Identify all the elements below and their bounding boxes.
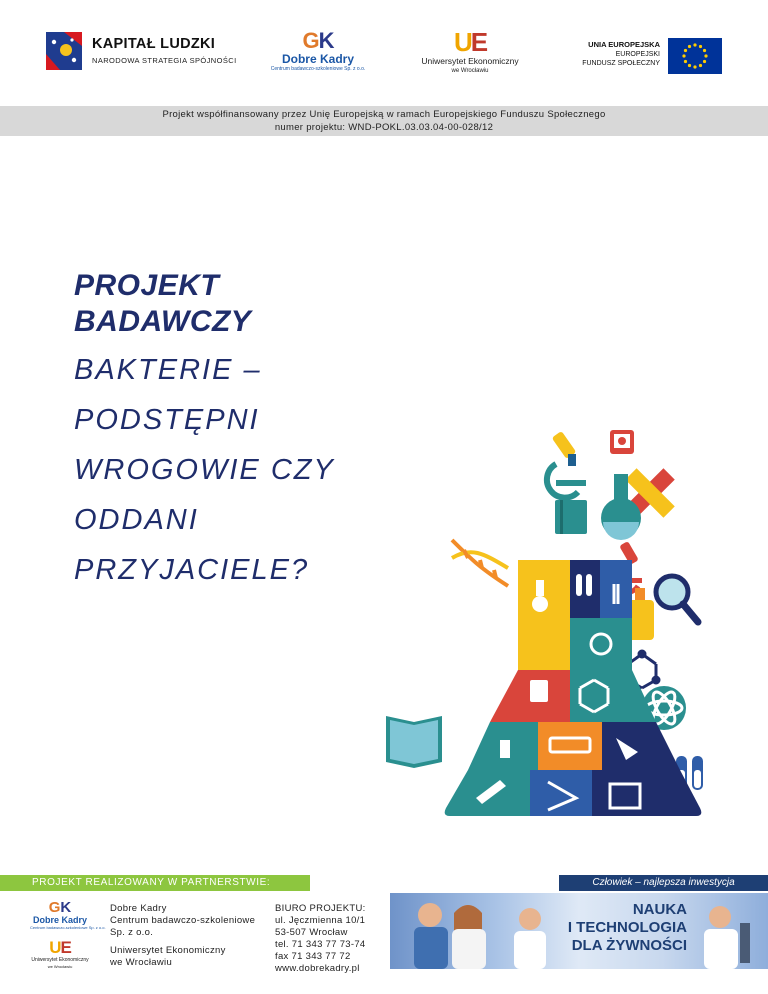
footer-photo-banner (390, 893, 768, 969)
dna-icon (452, 540, 508, 586)
eu-line1: UNIA EUROPEJSKA (588, 40, 660, 49)
title-sub-2: PODSTĘPNI (74, 404, 260, 436)
eu-star-icon (684, 49, 687, 52)
ue-city: we Wrocławiu (451, 68, 489, 74)
header-logos (0, 0, 768, 108)
eu-star-icon (688, 45, 691, 48)
title-sub-5: PRZYJACIELE? (74, 554, 310, 586)
dobre-kadry-monogram: GK (302, 28, 334, 53)
eu-star-icon (699, 64, 702, 67)
eu-logo (560, 38, 730, 78)
eu-star-icon (704, 54, 707, 57)
eu-star-icon (693, 43, 696, 46)
uniwersytet-ekonomiczny-logo (410, 28, 530, 82)
kapital-ludzki-logo (42, 28, 242, 80)
title-sub-4: ODDANI (74, 504, 199, 536)
magnifier-icon (656, 576, 698, 622)
kapital-ludzki-title: KAPITAŁ LUDZKI (92, 36, 216, 52)
eu-star-icon (684, 60, 687, 63)
banner-line2: numer projektu: WND-POKL.03.03.04-00-028/12 (274, 122, 494, 133)
website-link[interactable]: www.dobrekadry.pl (275, 963, 360, 974)
eu-star-icon (703, 60, 706, 63)
dobre-kadry-logo (268, 30, 368, 80)
title-sub-3: WROGOWIE CZY (74, 454, 335, 486)
partner-bar: PROJEKT REALIZOWANY W PARTNERSTWIE: (0, 875, 310, 891)
eu-star-icon (699, 45, 702, 48)
project-office-address: BIURO PROJEKTU: ul. Jęczmienna 10/1 53-507 Wrocław tel. 71 343 77 73-74 fax 71 343 77 72 www.dobrekadry.pl (275, 903, 366, 974)
eu-star-icon (682, 54, 685, 57)
partner2-address: Uniwersytet Ekonomiczny we Wrocławiu (110, 945, 226, 968)
footer-dobre-kadry-logo: GK Dobre Kadry Centrum badawczo-szkoleniowe Sp. z o.o. (30, 899, 106, 930)
kapital-ludzki-subtitle: NARODOWA STRATEGIA SPÓJNOŚCI (92, 56, 237, 65)
open-book-icon (386, 716, 442, 768)
camera-icon (610, 430, 634, 454)
eu-flag-icon (668, 38, 722, 74)
title-heading-1: PROJEKT (74, 269, 220, 302)
eu-line3: FUNDUSZ SPOŁECZNY (582, 60, 660, 67)
dobre-kadry-subtitle: Centrum badawczo-szkoleniowe Sp. z o.o. (270, 66, 366, 72)
photo-tagline: NAUKA I TECHNOLOGIA DLA ŻYWNOŚCI (567, 901, 687, 954)
science-flask-illustration (380, 418, 720, 820)
ue-monogram: UE (453, 27, 487, 57)
eu-line2: EUROPEJSKI (615, 51, 660, 58)
eu-star-icon (703, 49, 706, 52)
microscope-icon (547, 431, 586, 498)
title-heading-2: BADAWCZY (74, 305, 252, 338)
eu-star-icon (688, 64, 691, 67)
footer-ue-logo: UE Uniwersytet Ekonomiczny we Wrocławiu (31, 938, 89, 969)
eu-star-icon (693, 65, 696, 68)
banner-line1: Projekt współfinansowany przez Unię Europejską w ramach Europejskiego Funduszu Społecznego (162, 109, 606, 120)
partner1-address: Dobre Kadry Centrum badawczo-szkoleniowe Sp. z o.o. (110, 903, 256, 938)
book-icon (555, 500, 587, 534)
title-sub-1: BAKTERIE – (74, 354, 262, 386)
kapital-ludzki-icon (42, 28, 86, 74)
dobre-kadry-name: Dobre Kadry (281, 52, 355, 66)
slogan-bar: Człowiek – najlepsza inwestycja (559, 875, 768, 891)
ue-name: Uniwersytet Ekonomiczny (421, 56, 519, 66)
cofinancing-banner (0, 106, 768, 136)
